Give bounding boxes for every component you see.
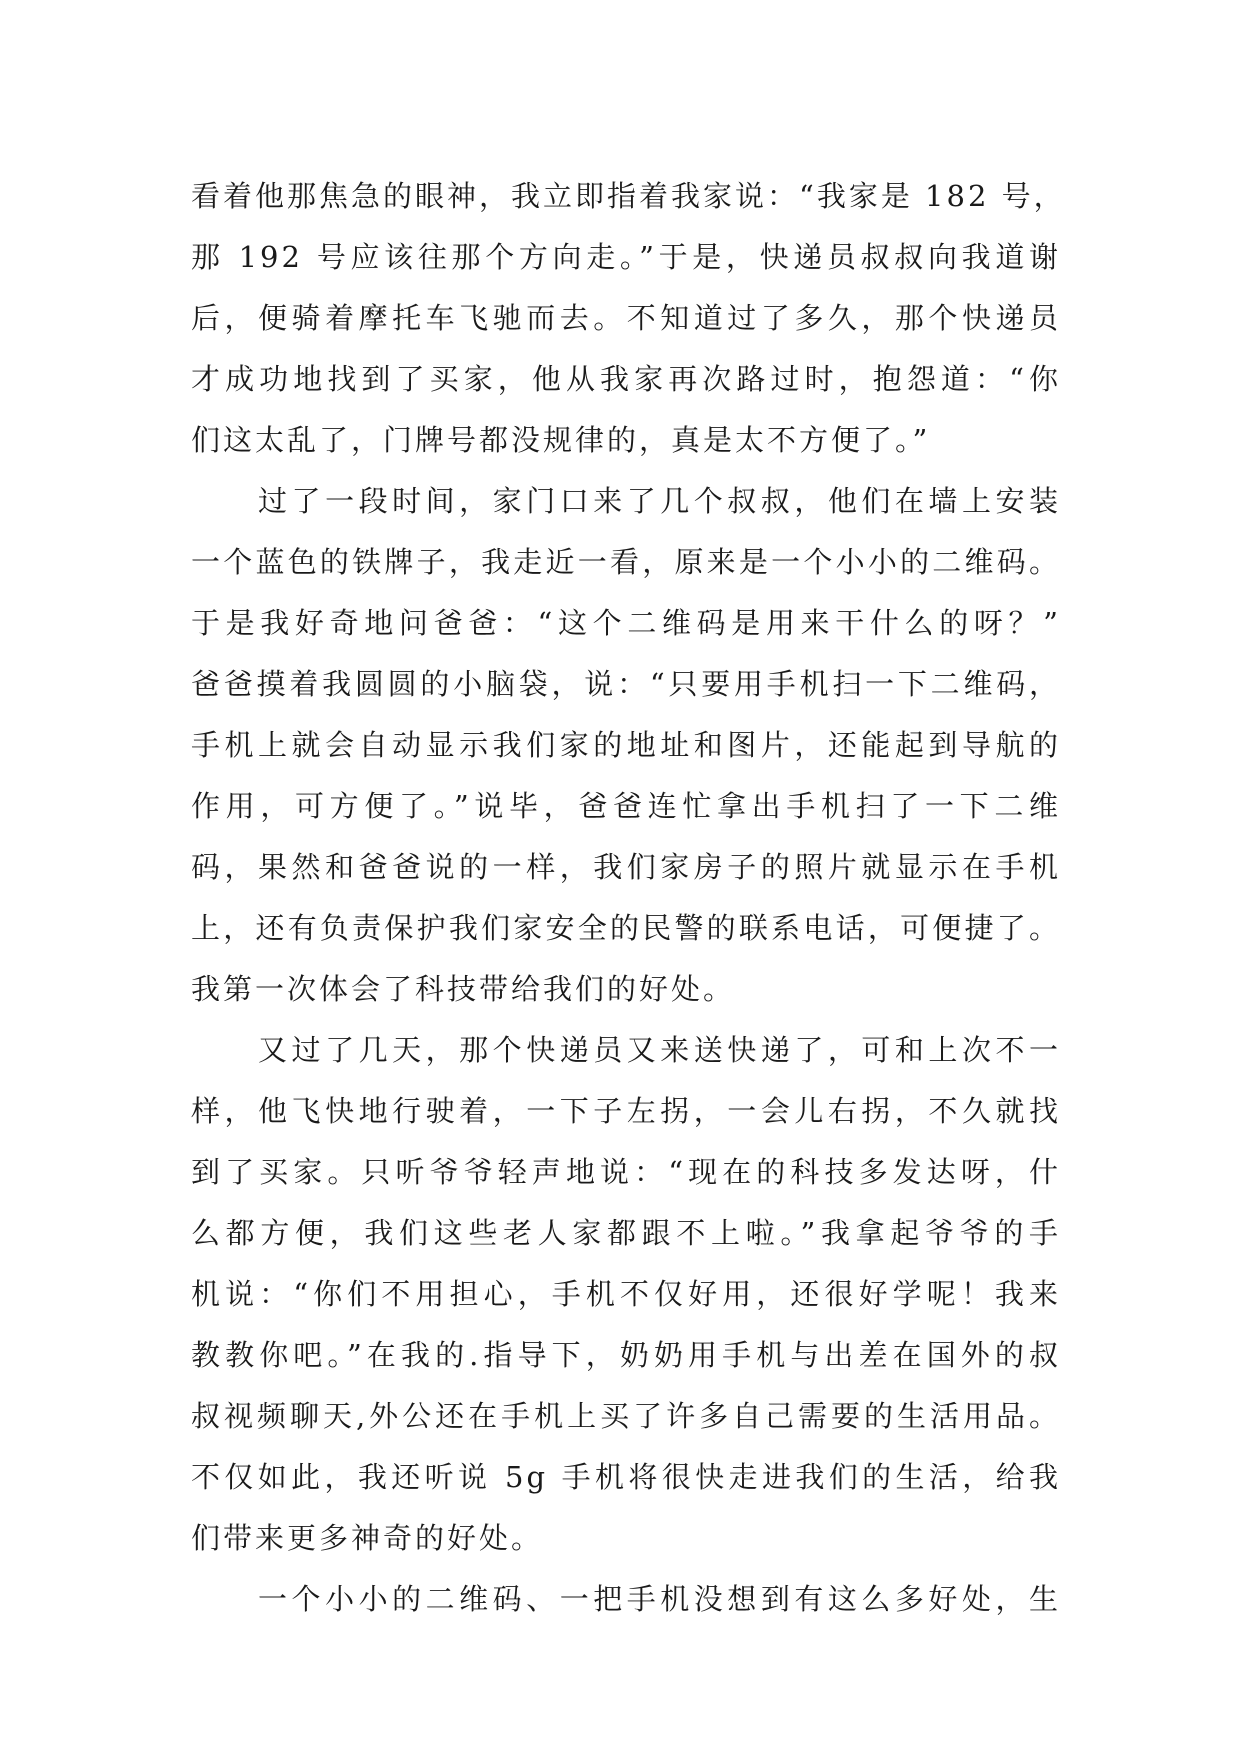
text-line: 爸爸摸着我圆圆的小脑袋，说：“只要用手机扫一下二维码， [191, 667, 1061, 701]
text-line: 我第一次体会了科技带给我们的好处。 [191, 972, 736, 1006]
text-line: 才成功地找到了买家，他从我家再次路过时，抱怨道：“你 [191, 362, 1061, 396]
text-line: 们带来更多神奇的好处。 [191, 1521, 544, 1555]
text-line: 看着他那焦急的眼神，我立即指着我家说：“我家是 182 号， [191, 179, 1066, 213]
paragraph-start-line: 过了一段时间，家门口来了几个叔叔，他们在墙上安装 [191, 484, 1061, 518]
text-line: 上，还有负责保护我们家安全的民警的联系电话，可便捷了。 [191, 911, 1061, 945]
text-line: 码，果然和爸爸说的一样，我们家房子的照片就显示在手机 [191, 850, 1061, 884]
text-line: 后，便骑着摩托车飞驰而去。不知道过了多久，那个快递员 [191, 301, 1061, 335]
text-line: 教教你吧。”在我的.指导下，奶奶用手机与出差在国外的叔 [191, 1338, 1061, 1372]
text-line: 不仅如此，我还听说 5g 手机将很快走进我们的生活，给我 [191, 1460, 1061, 1494]
text-line: 手机上就会自动显示我们家的地址和图片，还能起到导航的 [191, 728, 1061, 762]
paragraph-start-line: 又过了几天，那个快递员又来送快递了，可和上次不一 [191, 1033, 1061, 1067]
text-line: 到了买家。只听爷爷轻声地说：“现在的科技多发达呀，什 [191, 1155, 1061, 1189]
document-body [191, 166, 1066, 1630]
text-line: 作用，可方便了。”说毕，爸爸连忙拿出手机扫了一下二维 [191, 789, 1061, 823]
text-line: 叔视频聊天,外公还在手机上买了许多自己需要的生活用品。 [191, 1399, 1061, 1433]
text-line: 们这太乱了，门牌号都没规律的，真是太不方便了。” [191, 423, 931, 457]
paragraph-start-line: 一个小小的二维码、一把手机没想到有这么多好处，生 [191, 1582, 1061, 1616]
text-line: 于是我好奇地问爸爸：“这个二维码是用来干什么的呀？” [191, 606, 1061, 640]
text-line: 么都方便，我们这些老人家都跟不上啦。”我拿起爷爷的手 [191, 1216, 1061, 1250]
text-line: 那 192 号应该往那个方向走。”于是，快递员叔叔向我道谢 [191, 240, 1061, 274]
text-line: 一个蓝色的铁牌子，我走近一看，原来是一个小小的二维码。 [191, 545, 1061, 579]
text-line: 样，他飞快地行驶着，一下子左拐，一会儿右拐，不久就找 [191, 1094, 1061, 1128]
text-line: 机说：“你们不用担心，手机不仅好用，还很好学呢！我来 [191, 1277, 1061, 1311]
